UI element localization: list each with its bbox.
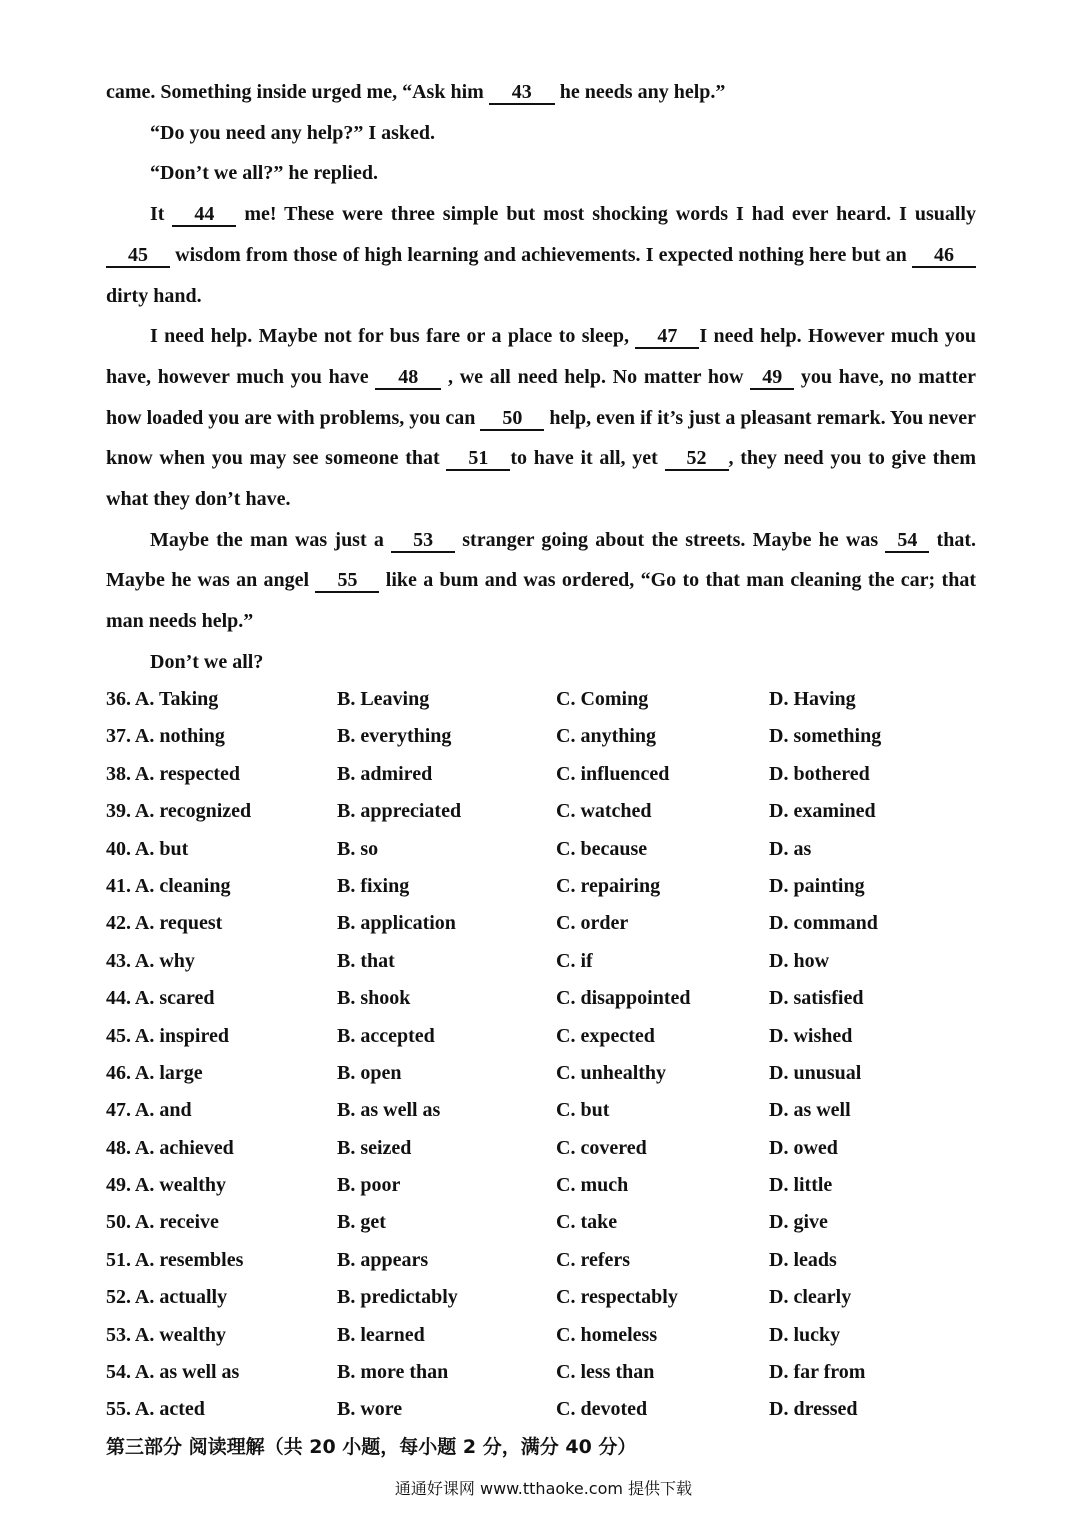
option-b: B. predictably	[337, 1286, 458, 1309]
option-d: D. little	[769, 1174, 833, 1197]
option-a: 48. A. achieved	[106, 1136, 234, 1159]
page-footer: 通通好课网 www.tthaoke.com 提供下载	[394, 1479, 693, 1498]
option-d: D. command	[769, 912, 878, 935]
option-b: B. accepted	[337, 1024, 435, 1047]
blank-48: 48	[375, 366, 441, 390]
option-b: B. admired	[337, 762, 433, 785]
option-b: B. everything	[337, 725, 452, 748]
option-d: D. as	[769, 837, 812, 860]
option-d: D. painting	[769, 874, 865, 897]
option-a: 55. A. acted	[106, 1398, 205, 1421]
option-c: C. unhealthy	[556, 1061, 667, 1084]
option-b: B. get	[337, 1211, 386, 1234]
option-a: 37. A. nothing	[106, 725, 225, 748]
option-a: 45. A. inspired	[106, 1024, 229, 1047]
option-c: C. but	[556, 1099, 610, 1122]
paragraph-2: “Do you need any help?” I asked.	[150, 121, 436, 144]
option-a: 44. A. scared	[106, 987, 215, 1010]
blank-53: 53	[391, 529, 455, 553]
blank-52: 52	[665, 447, 729, 471]
option-b: B. learned	[337, 1323, 425, 1346]
option-b: B. appears	[337, 1248, 429, 1271]
option-b: B. more than	[337, 1361, 449, 1384]
option-a: 42. A. request	[106, 912, 223, 935]
option-c: C. take	[556, 1211, 618, 1234]
option-a: 39. A. recognized	[106, 800, 252, 823]
option-c: C. covered	[556, 1136, 647, 1159]
option-row	[106, 905, 976, 942]
option-d: D. lucky	[769, 1323, 841, 1346]
option-row	[106, 1317, 976, 1354]
option-b: B. open	[337, 1061, 402, 1084]
option-a: 50. A. receive	[106, 1211, 219, 1234]
option-a: 38. A. respected	[106, 762, 241, 785]
option-a: 43. A. why	[106, 949, 195, 972]
option-b: B. fixing	[337, 874, 410, 897]
option-d: D. clearly	[769, 1286, 852, 1309]
option-c: C. much	[556, 1174, 629, 1197]
option-row	[106, 1354, 976, 1391]
option-c: C. disappointed	[556, 987, 691, 1010]
option-row	[106, 1242, 976, 1279]
option-c: C. if	[556, 949, 593, 972]
option-d: D. satisfied	[769, 987, 864, 1010]
blank-43: 43	[489, 81, 555, 105]
option-row	[106, 1391, 976, 1428]
option-b: B. Leaving	[337, 688, 430, 710]
option-row	[106, 793, 976, 830]
option-row	[106, 1055, 976, 1092]
option-b: B. as well as	[337, 1099, 441, 1122]
blank-50: 50	[480, 407, 544, 431]
option-a: 53. A. wealthy	[106, 1323, 226, 1346]
option-row	[106, 980, 976, 1017]
answer-options	[106, 681, 976, 1429]
option-row	[106, 943, 976, 980]
option-row	[106, 831, 976, 868]
option-a: 54. A. as well as	[106, 1361, 240, 1384]
blank-54: 54	[885, 529, 929, 553]
option-b: B. wore	[337, 1398, 403, 1421]
option-row	[106, 1204, 976, 1241]
option-a: 51. A. resembles	[106, 1248, 244, 1271]
option-d: D. as well	[769, 1099, 851, 1122]
option-c: C. watched	[556, 800, 652, 823]
option-a: 40. A. but	[106, 837, 189, 860]
option-c: C. refers	[556, 1248, 631, 1271]
option-d: D. leads	[769, 1248, 837, 1271]
option-d: D. unusual	[769, 1061, 862, 1084]
option-b: B. poor	[337, 1174, 401, 1197]
option-d: D. owed	[769, 1136, 838, 1159]
blank-45: 45	[106, 244, 170, 268]
option-row	[106, 1130, 976, 1167]
option-d: D. something	[769, 725, 882, 748]
option-a: 41. A. cleaning	[106, 874, 231, 897]
option-c: C. Coming	[556, 688, 649, 710]
option-c: C. homeless	[556, 1323, 658, 1346]
section-heading: 第三部分 阅读理解（共 20 小题，每小题 2 分，满分 40 分）	[106, 1436, 637, 1458]
blank-55: 55	[315, 569, 379, 593]
option-a: 46. A. large	[106, 1061, 203, 1084]
blank-47: 47	[635, 325, 699, 349]
option-c: C. respectably	[556, 1286, 678, 1309]
option-d: D. wished	[769, 1024, 853, 1047]
paragraph-7: Don’t we all?	[150, 650, 264, 673]
blank-49: 49	[750, 366, 794, 390]
option-row	[106, 1279, 976, 1316]
option-c: C. expected	[556, 1024, 655, 1047]
option-b: B. shook	[337, 987, 411, 1010]
option-row	[106, 1167, 976, 1204]
option-d: D. Having	[769, 688, 856, 710]
blank-44: 44	[172, 203, 236, 227]
option-c: C. because	[556, 837, 648, 860]
option-b: B. appreciated	[337, 800, 462, 823]
option-b: B. so	[337, 837, 379, 860]
paragraph-3: “Don’t we all?” he replied.	[150, 162, 378, 185]
option-d: D. how	[769, 949, 830, 972]
option-d: D. bothered	[769, 762, 870, 785]
option-b: B. seized	[337, 1136, 412, 1159]
option-c: C. order	[556, 912, 629, 935]
option-row	[106, 1018, 976, 1055]
option-c: C. anything	[556, 725, 657, 748]
paragraph-4: It 44 me! These were three simple but most shocking words I had ever heard. I usually 45 wisdom from those of high learning and achievements. I expected nothing here but an 46dirty hand.	[106, 203, 976, 307]
option-a: 49. A. wealthy	[106, 1174, 226, 1197]
option-d: D. give	[769, 1211, 828, 1234]
paragraph-1: came. Something inside urged me, “Ask him 43 he needs any help.”	[106, 81, 726, 103]
option-row	[106, 681, 976, 718]
option-row	[106, 756, 976, 793]
option-a: 52. A. actually	[106, 1286, 228, 1309]
blank-46: 46	[912, 244, 976, 268]
option-a: 47. A. and	[106, 1099, 192, 1122]
option-row	[106, 1092, 976, 1129]
cloze-passage	[106, 72, 976, 683]
option-c: C. devoted	[556, 1398, 648, 1421]
option-row	[106, 868, 976, 905]
option-b: B. that	[337, 949, 395, 972]
option-d: D. dressed	[769, 1398, 858, 1421]
option-d: D. far from	[769, 1361, 866, 1384]
option-c: C. repairing	[556, 874, 661, 897]
option-d: D. examined	[769, 800, 876, 823]
paragraph-5: I need help. Maybe not for bus fare or a place to sleep, 47 I need help. However much you have, however much you have 48 , we all need help. No matter how 49 you have, no matter how loaded you are with problems, you can 50 help, even if it’s just a pleasant remark. You never know when you may see someone that 51 to have it all, yet 52 , they need you to give them what they don’t have.	[106, 325, 977, 511]
paragraph-6: Maybe the man was just a 53 stranger going about the streets. Maybe he was 54 that. Maybe he was an angel 55 like a bum and was ordered, “Go to that man cleaning the car; that man needs help.”	[106, 528, 977, 633]
option-c: C. less than	[556, 1361, 655, 1384]
blank-51: 51	[446, 447, 510, 471]
option-row	[106, 718, 976, 755]
option-c: C. influenced	[556, 762, 670, 785]
option-a: 36. A. Taking	[106, 688, 219, 710]
option-b: B. application	[337, 912, 456, 935]
